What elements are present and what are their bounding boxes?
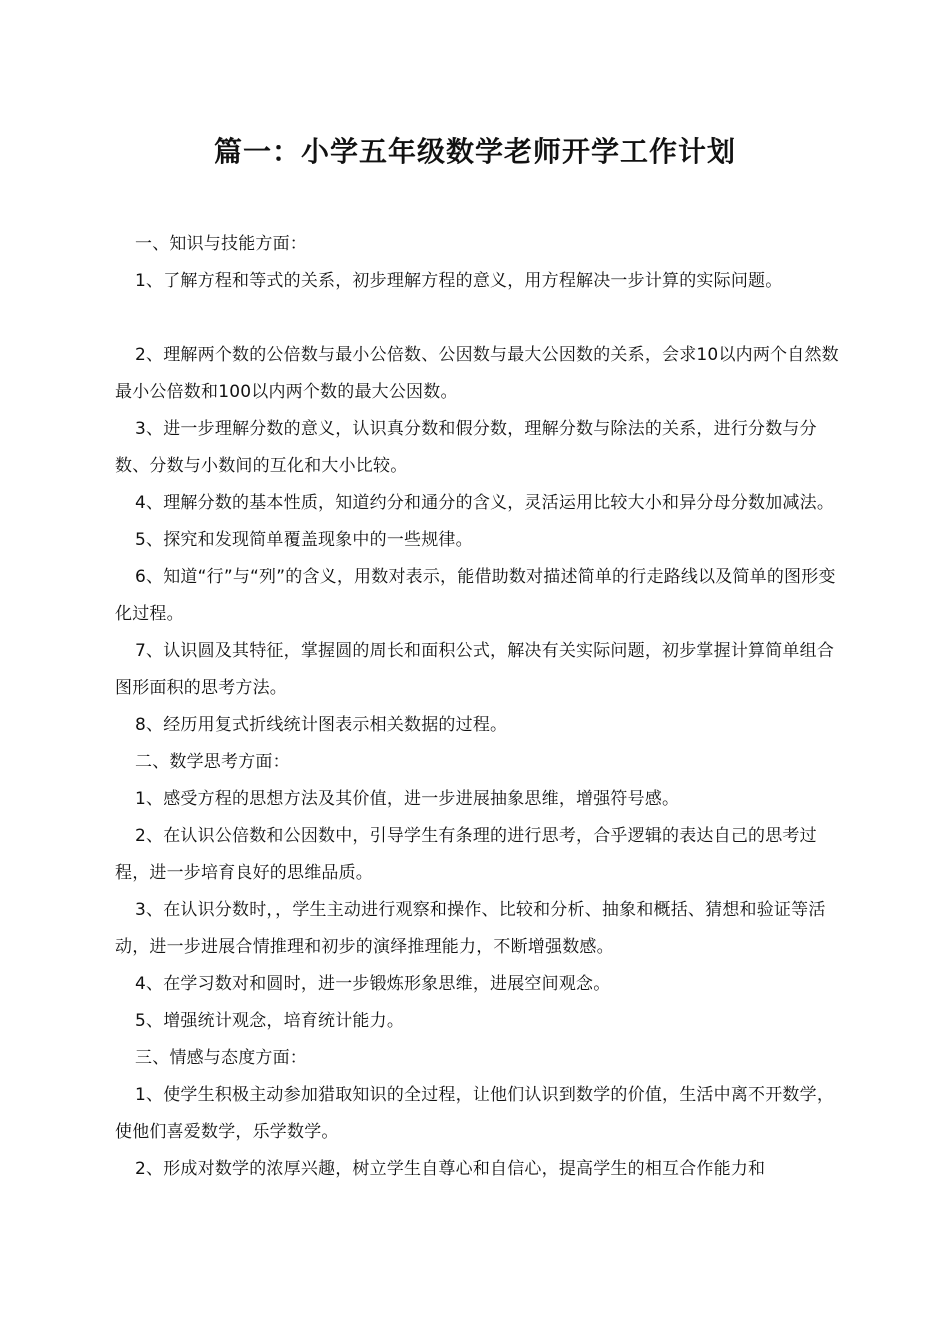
paragraph: 1、感受方程的思想方法及其价值，进一步进展抽象思维，增强符号感。	[135, 789, 680, 809]
paragraph: 6、知道“行”与“列”的含义，用数对表示，能借助数对描述简单的行走路线以及简单的图形变化过程。	[115, 567, 836, 624]
paragraph: 1、了解方程和等式的关系，初步理解方程的意义，用方程解决一步计算的实际问题。	[135, 271, 783, 291]
blank-line	[115, 300, 840, 337]
paragraph: 3、进一步理解分数的意义，认识真分数和假分数，理解分数与除法的关系，进行分数与分数、分数与小数间的互化和大小比较。	[115, 419, 817, 476]
document-title: 篇一：小学五年级数学老师开学工作计划	[213, 135, 736, 168]
paragraph: 8、经历用复式折线统计图表示相关数据的过程。	[135, 715, 508, 735]
paragraph: 5、探究和发现简单覆盖现象中的一些规律。	[135, 530, 473, 550]
paragraph: 7、认识圆及其特征，掌握圆的周长和面积公式，解决有关实际问题，初步掌握计算简单组合图形面积的思考方法。	[115, 641, 835, 698]
paragraph: 3、在认识分数时，，学生主动进行观察和操作、比较和分析、抽象和概括、猜想和验证等活动，进一步进展合情推理和初步的演绎推理能力，不断增强数感。	[115, 900, 826, 957]
paragraph: 1、使学生积极主动参加猎取知识的全过程，让他们认识到数学的价值，生活中离不开数学，使他们喜爱数学，乐学数学。	[115, 1085, 835, 1142]
paragraph: 2、在认识公倍数和公因数中，引导学生有条理的进行思考，合乎逻辑的表达自己的思考过程，进一步培育良好的思维品质。	[115, 826, 817, 883]
paragraph: 4、理解分数的基本性质，知道约分和通分的含义，灵活运用比较大小和异分母分数加减法。	[135, 493, 835, 513]
section-heading-knowledge-skills: 一、知识与技能方面：	[135, 234, 307, 254]
section-heading-math-thinking: 二、数学思考方面：	[135, 752, 290, 772]
paragraph: 2、形成对数学的浓厚兴趣，树立学生自尊心和自信心，提高学生的相互合作能力和	[135, 1159, 766, 1179]
document-body	[115, 226, 840, 1188]
section-heading-emotion-attitude: 三、情感与态度方面：	[135, 1048, 307, 1068]
paragraph: 5、增强统计观念，培育统计能力。	[135, 1011, 405, 1031]
paragraph: 2、理解两个数的公倍数与最小公倍数、公因数与最大公因数的关系，会求10以内两个自然数最小公倍数和100以内两个数的最大公因数。	[115, 345, 839, 402]
paragraph: 4、在学习数对和圆时，进一步锻炼形象思维，进展空间观念。	[135, 974, 611, 994]
